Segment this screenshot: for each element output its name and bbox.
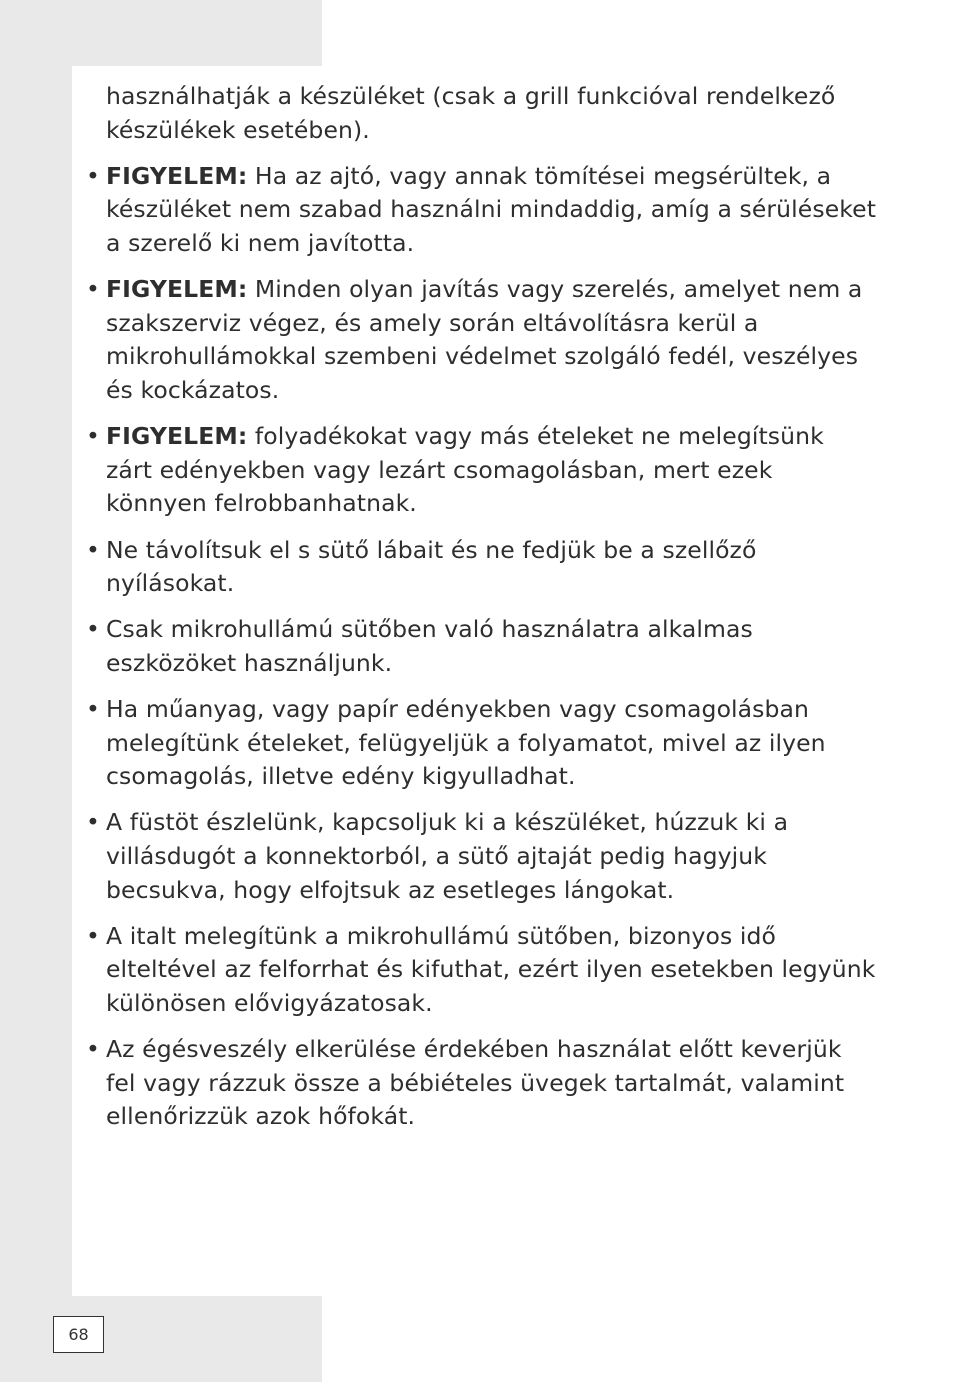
list-item bbox=[86, 613, 876, 680]
list-item-warning-1 bbox=[86, 160, 876, 261]
list-item-text: A italt melegítünk a mikrohullámú sütőben, bizonyos idő elteltével az felforrhat és kifuthat, ezért ilyen esetekben legyünk különösen elővigyázatosak. bbox=[106, 921, 876, 1017]
bullet: • bbox=[86, 808, 100, 837]
list-item bbox=[86, 693, 876, 794]
bullet: • bbox=[86, 275, 100, 304]
list-item bbox=[86, 1033, 876, 1134]
warning-label: FIGYELEM: bbox=[106, 161, 248, 190]
list-item bbox=[86, 806, 876, 907]
intro-paragraph bbox=[86, 80, 876, 147]
list-item-text: folyadékokat vagy más ételeket ne melegítsünk zárt edényekben vagy lezárt csomagolásban, mert ezek könnyen felrobbanhatnak. bbox=[106, 422, 824, 518]
list-item-text: Ha műanyag, vagy papír edényekben vagy csomagolásban melegítünk ételeket, felügyeljük a folyamatot, mivel az ilyen csomagolás, illetve edény kigyulladhat. bbox=[106, 695, 826, 791]
list-item-text: Az égésveszély elkerülése érdekében használat előtt keverjük fel vagy rázzuk össze a bébiételes üvegek tartalmát, valamint ellenőrizzük azok hőfokát. bbox=[106, 1035, 845, 1131]
page-content bbox=[86, 80, 876, 1147]
bullet: • bbox=[86, 161, 100, 190]
list-item-warning-2 bbox=[86, 273, 876, 407]
list-item bbox=[86, 920, 876, 1021]
list-item-text: Csak mikrohullámú sütőben való használatra alkalmas eszközöket használjunk. bbox=[106, 615, 753, 677]
page-number: 68 bbox=[53, 1316, 104, 1353]
list-item bbox=[86, 534, 876, 601]
list-item-text: A füstöt észlelünk, kapcsoljuk ki a készüléket, húzzuk ki a villásdugót a konnektorból, a sütő ajtaját pedig hagyjuk becsukva, hogy elfojtsuk az esetleges lángokat. bbox=[106, 808, 789, 904]
warning-label: FIGYELEM: bbox=[106, 422, 248, 451]
bullet: • bbox=[86, 535, 100, 564]
bullet: • bbox=[86, 921, 100, 950]
intro-text: használhatják a készüléket (csak a grill funkcióval rendelkező készülékek esetében). bbox=[106, 82, 836, 144]
warning-label: FIGYELEM: bbox=[106, 275, 248, 304]
list-item-text: Ha az ajtó, vagy annak tömítései megsérültek, a készüléket nem szabad használni mindaddig, amíg a sérüléseket a szerelő ki nem javította. bbox=[106, 161, 877, 257]
list-item-text: Minden olyan javítás vagy szerelés, amelyet nem a szakszerviz végez, és amely során eltávolításra kerül a mikrohullámokkal szembeni védelmet szolgáló fedél, veszélyes és kockázatos. bbox=[106, 275, 863, 404]
bullet: • bbox=[86, 422, 100, 451]
list-item-text: Ne távolítsuk el s sütő lábait és ne fedjük be a szellőző nyílásokat. bbox=[106, 535, 757, 598]
bullet: • bbox=[86, 615, 100, 644]
list-item-warning-3 bbox=[86, 420, 876, 521]
bullet: • bbox=[86, 695, 100, 724]
bullet: • bbox=[86, 1035, 100, 1064]
